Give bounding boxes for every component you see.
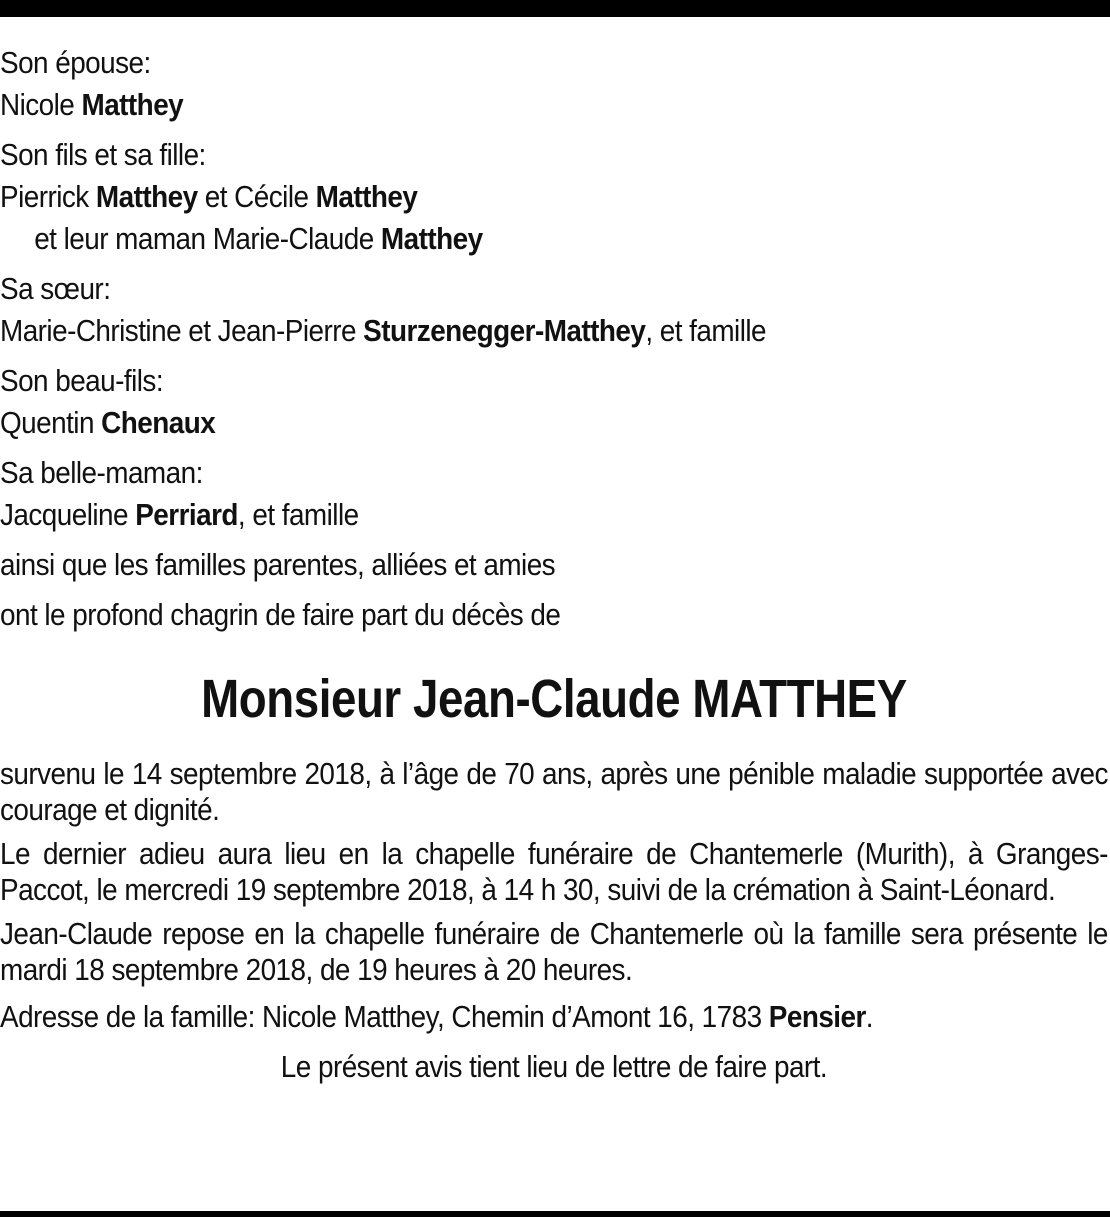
relatives-line: ainsi que les familles parentes, alliées et amies <box>0 547 556 582</box>
sister-label: Sa sœur: <box>0 271 111 306</box>
motherinlaw-label: Sa belle-maman: <box>0 455 203 490</box>
farewell-paragraph: Le dernier adieu aura lieu en la chapelle funéraire de Chantemerle (Murith), à Granges-Paccot, le mercredi 19 septembre 2018, à 14 h 30, suivi de la crémation à Saint-Léonard. <box>0 836 1108 907</box>
address-end: . <box>865 999 874 1034</box>
obituary-notice <box>0 42 1108 1096</box>
wife-first-name: Nicole <box>0 87 75 122</box>
address-section <box>0 996 1108 1038</box>
daughter-last-name: Matthey <box>315 179 418 214</box>
wife-label: Son épouse: <box>0 45 151 80</box>
children-names <box>0 176 1108 218</box>
address-city: Pensier <box>768 999 866 1034</box>
stepson-first-name: Quentin <box>0 405 94 440</box>
closing-line: Le présent avis tient lieu de lettre de faire part. <box>280 1049 828 1084</box>
relatives-section <box>0 544 1108 586</box>
stepson-last-name: Chenaux <box>101 405 216 440</box>
motherinlaw-first-name: Jacqueline <box>0 497 129 532</box>
death-paragraph: survenu le 14 septembre 2018, à l’âge de 70 ans, après une pénible maladie supportée avec courage et dignité. <box>0 756 1108 827</box>
stepson-label: Son beau-fils: <box>0 363 164 398</box>
motherinlaw-section <box>0 452 1108 536</box>
sister-section <box>0 268 1108 352</box>
motherinlaw-last-name: Perriard <box>135 497 238 532</box>
wife-last-name: Matthey <box>81 87 184 122</box>
stepson-name <box>0 402 1108 444</box>
announcement-section <box>0 594 1108 636</box>
son-first-name: Pierrick <box>0 179 89 214</box>
children-label: Son fils et sa fille: <box>0 137 206 172</box>
sister-last-name: Sturzenegger-Matthey <box>363 313 646 348</box>
viewing-section <box>0 916 1108 988</box>
mother-line <box>0 218 1108 260</box>
death-section <box>0 756 1108 828</box>
children-section <box>0 134 1108 260</box>
top-rule <box>0 0 1110 17</box>
motherinlaw-name <box>0 494 1108 536</box>
wife-name <box>0 84 1108 126</box>
daughter-first-name: Cécile <box>234 179 309 214</box>
sister-first-names: Marie-Christine et Jean-Pierre <box>0 313 356 348</box>
deceased-name: Monsieur Jean-Claude MATTHEY <box>201 669 907 729</box>
mother-prefix: et leur maman Marie-Claude <box>34 221 374 256</box>
sister-suffix: , et famille <box>645 313 767 348</box>
viewing-paragraph: Jean-Claude repose en la chapelle funéraire de Chantemerle où la famille sera présente le mardi 18 septembre 2018, de 19 heures à 20 heures. <box>0 916 1108 987</box>
family-address <box>0 996 1108 1038</box>
announcement-line: ont le profond chagrin de faire part du décès de <box>0 597 561 632</box>
and-word: et <box>204 179 227 214</box>
sister-names <box>0 310 1108 352</box>
closing-section <box>0 1046 1108 1088</box>
farewell-section <box>0 836 1108 908</box>
mother-last-name: Matthey <box>380 221 483 256</box>
wife-section <box>0 42 1108 126</box>
stepson-section <box>0 360 1108 444</box>
son-last-name: Matthey <box>95 179 198 214</box>
address-text: Adresse de la famille: Nicole Matthey, Chemin d’Amont 16, 1783 <box>0 999 762 1034</box>
motherinlaw-suffix: , et famille <box>237 497 359 532</box>
bottom-rule <box>0 1211 1110 1217</box>
